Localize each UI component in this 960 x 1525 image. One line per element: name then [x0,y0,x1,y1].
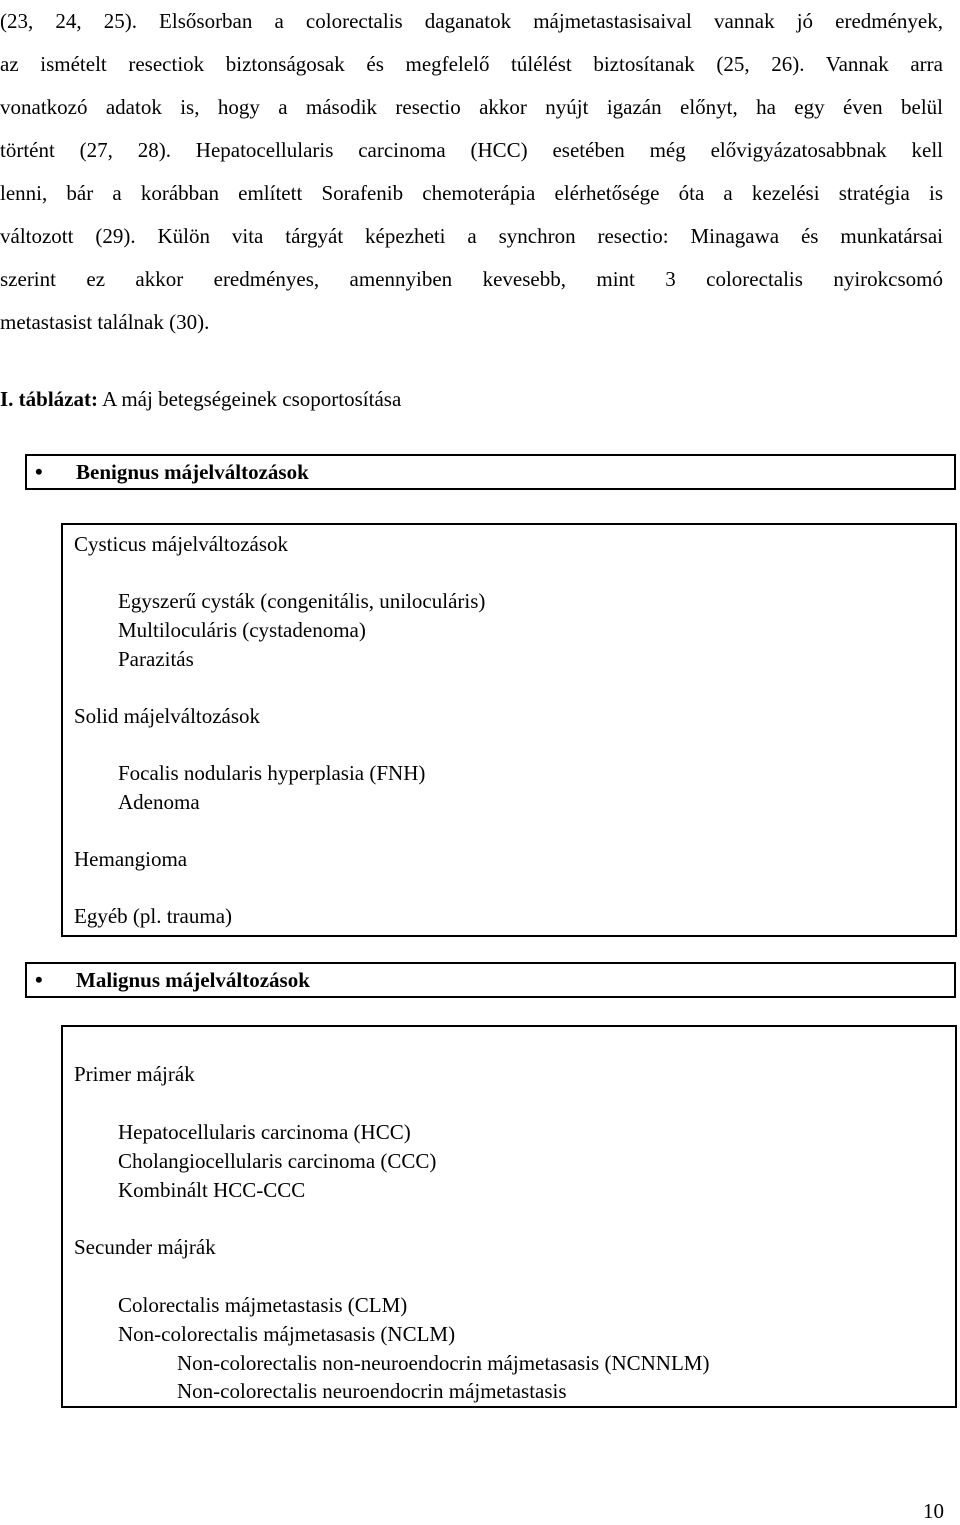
body-paragraph [0,0,943,344]
secondary-item: Non-colorectalis májmetasasis (NCLM) [118,1322,456,1346]
paragraph-line: történt (27, 28). Hepatocellularis carcinoma (HCC) esetében még elővigyázatosabbnak kell [0,138,943,162]
solid-item: Focalis nodularis hyperplasia (FNH) [118,761,426,785]
paragraph-line: szerint ez akkor eredményes, amennyiben kevesebb, mint 3 colorectalis nyirokcsomó [0,267,943,291]
secondary-subitem: Non-colorectalis non-neuroendocrin májmetasasis (NCNNLM) [177,1351,710,1375]
bullet-icon: • [35,967,43,992]
primary-item: Hepatocellularis carcinoma (HCC) [118,1120,411,1144]
table-caption [0,381,401,417]
cystic-title: Cysticus májelváltozások [74,532,289,556]
cystic-item: Parazitás [118,647,194,671]
cystic-item: Multiloculáris (cystadenoma) [118,618,366,642]
solid-item: Adenoma [118,790,200,814]
secondary-item: Colorectalis májmetastasis (CLM) [118,1293,408,1317]
paragraph-line: metastasist találnak (30). [0,310,210,334]
paragraph-line: (23, 24, 25). Elsősorban a colorectalis daganatok májmetastasisaival vannak jó eredmények, [0,9,943,33]
paragraph-line: változott (29). Külön vita tárgyát képezheti a synchron resectio: Minagawa és munkatársai [0,224,943,248]
primary-title: Primer májrák [74,1062,195,1086]
benign-heading: Benignus májelváltozások [76,460,309,484]
table-caption-title: A máj betegségeinek csoportosítása [98,387,402,411]
page-number: 10 [923,1499,944,1523]
solid-title: Solid májelváltozások [74,704,261,728]
malignant-list-box [61,1025,957,1408]
primary-item: Kombinált HCC-CCC [118,1178,306,1202]
malignant-heading-box [25,962,956,998]
primary-item: Cholangiocellularis carcinoma (CCC) [118,1149,437,1173]
other-label: Egyéb (pl. trauma) [74,904,233,928]
hemangioma-label: Hemangioma [74,847,188,871]
cystic-item: Egyszerű cysták (congenitális, uniloculáris) [118,589,486,613]
secondary-title: Secunder májrák [74,1235,216,1259]
malignant-heading: Malignus májelváltozások [76,968,310,992]
benign-heading-box [25,454,956,490]
paragraph-line: lenni, bár a korábban említett Sorafenib chemoterápia elérhetősége óta a kezelési stratégia is [0,181,943,205]
paragraph-line: az ismételt resectiok biztonságosak és megfelelő túlélést biztosítanak (25, 26). Vannak arra [0,52,943,76]
table-caption-label: I. táblázat: [0,387,98,411]
bullet-icon: • [35,459,43,484]
secondary-subitem: Non-colorectalis neuroendocrin májmetastasis [177,1379,567,1403]
benign-list-box [61,523,957,937]
paragraph-line: vonatkozó adatok is, hogy a második resectio akkor nyújt igazán előnyt, ha egy éven belül [0,95,943,119]
